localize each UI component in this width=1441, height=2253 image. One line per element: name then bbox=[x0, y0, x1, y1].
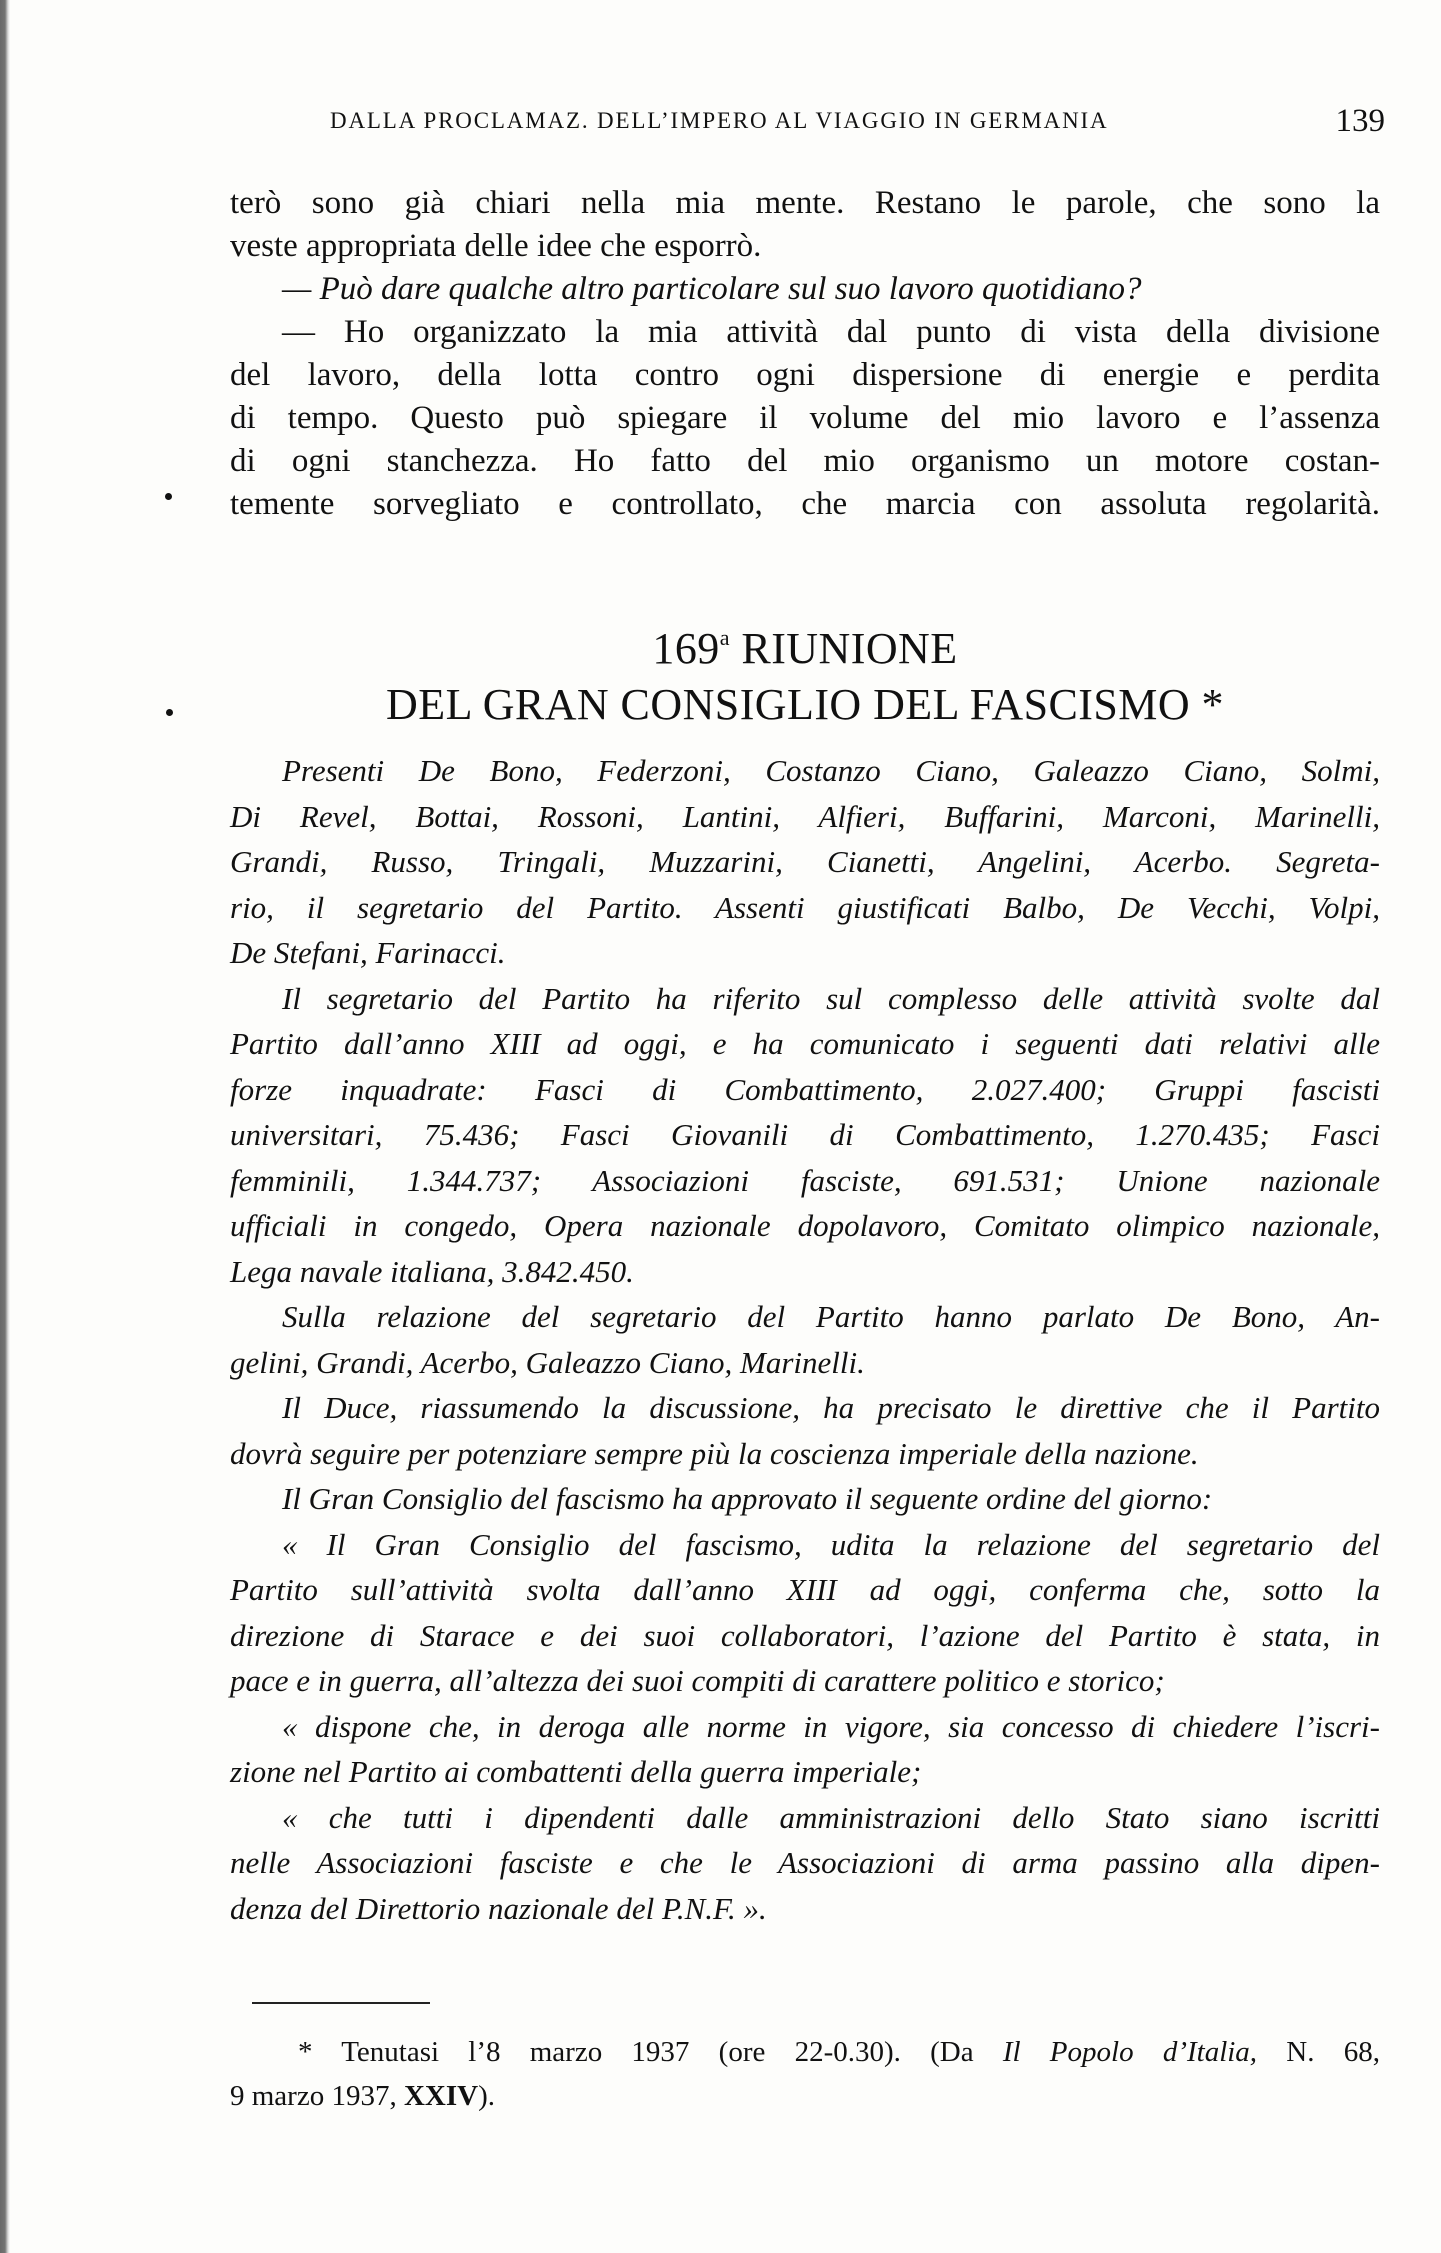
footnote-line-1 bbox=[230, 2030, 1380, 2074]
report-line: Il segretario del Partito ha riferito sul complesso delle attività svolte dal bbox=[282, 980, 1380, 1016]
running-head-title: DALLA PROCLAMAZ. DELL’IMPERO AL VIAGGIO IN GERMANIA bbox=[330, 108, 1109, 133]
interview-question: — Può dare qualche altro particolare sul suo lavoro quotidiano? bbox=[282, 271, 1142, 307]
relazione-line: Sulla relazione del segretario del Partito hanno parlato De Bono, An- bbox=[282, 1299, 1380, 1334]
present-line: De Stefani, Farinacci. bbox=[230, 935, 506, 970]
footnote-text: * Tenutasi l’8 marzo 1937 (ore 22-0.30). (Da bbox=[298, 2036, 1003, 2068]
report-line: Lega navale italiana, 3.842.450. bbox=[230, 1253, 634, 1289]
present-line: Presenti De Bono, Federzoni, Costanzo Ciano, Galeazzo Ciano, Solmi, bbox=[282, 753, 1380, 788]
meeting-body bbox=[230, 748, 1380, 1931]
footnote-date: 9 marzo 1937, bbox=[230, 2080, 404, 2112]
section-title bbox=[230, 610, 1380, 733]
present-line: rio, il segretario del Partito. Assenti giustificati Balbo, De Vecchi, Volpi, bbox=[230, 889, 1380, 925]
intro-text bbox=[230, 182, 1380, 526]
order-line: direzione di Starace e dei suoi collaboratori, l’azione del Partito è stata, in bbox=[230, 1617, 1380, 1653]
present-line: Grandi, Russo, Tringali, Muzzarini, Cianetti, Angelini, Acerbo. Segreta- bbox=[230, 844, 1380, 879]
scan-mark bbox=[166, 709, 173, 716]
footnote-fascist-year: XXIV bbox=[403, 2080, 479, 2112]
meeting-number-superscript: a bbox=[719, 625, 730, 650]
order-line: « Il Gran Consiglio del fascismo, udita la relazione del segretario del bbox=[282, 1526, 1380, 1562]
scan-binding-edge bbox=[0, 0, 10, 2253]
title-line-2: DEL GRAN CONSIGLIO DEL FASCISMO * bbox=[386, 680, 1224, 729]
order-line: Partito sull’attività svolta dall’anno XIII ad oggi, conferma che, sotto la bbox=[230, 1572, 1380, 1607]
dipendenti-line: nelle Associazioni fasciste e che le Associazioni di arma passino alla dipen- bbox=[230, 1845, 1380, 1880]
report-line: universitari, 75.436; Fasci Giovanili di Combattimento, 1.270.435; Fasci bbox=[230, 1117, 1380, 1152]
report-line: forze inquadrate: Fasci di Combattimento, 2.027.400; Gruppi fascisti bbox=[230, 1071, 1380, 1107]
scan-mark bbox=[165, 493, 172, 500]
intro-line: terò sono già chiari nella mia mente. Restano le parole, che sono la bbox=[230, 185, 1380, 221]
answer-line: di tempo. Questo può spiegare il volume del mio lavoro e l’assenza bbox=[230, 400, 1380, 436]
approval-line: Il Gran Consiglio del fascismo ha approvato il seguente ordine del giorno: bbox=[282, 1481, 1213, 1516]
dipendenti-line: denza del Direttorio nazionale del P.N.F. ». bbox=[230, 1890, 767, 1926]
answer-line: temente sorvegliato e controllato, che marcia con assoluta regolarità. bbox=[230, 486, 1380, 522]
relazione-line: gelini, Grandi, Acerbo, Galeazzo Ciano, Marinelli. bbox=[230, 1344, 865, 1380]
present-line: Di Revel, Bottai, Rossoni, Lantini, Alfieri, Buffarini, Marconi, Marinelli, bbox=[230, 798, 1380, 834]
running-header bbox=[330, 103, 1385, 148]
footnote-line-2 bbox=[230, 2074, 1380, 2118]
title-line-1 bbox=[230, 610, 1380, 677]
page-number: 139 bbox=[1335, 103, 1385, 139]
answer-line: — Ho organizzato la mia attività dal punto di vista della divisione bbox=[282, 314, 1380, 350]
footnote-divider bbox=[252, 2002, 430, 2004]
dispone-line: zione nel Partito ai combattenti della guerra imperiale; bbox=[230, 1754, 922, 1789]
footnote-source-title: Il Popolo d’Italia, bbox=[1002, 2036, 1258, 2068]
duce-line: Il Duce, riassumendo la discussione, ha precisato le direttive che il Partito bbox=[282, 1390, 1380, 1425]
answer-line: del lavoro, della lotta contro ogni dispersione di energie e perdita bbox=[230, 357, 1380, 393]
report-line: Partito dall’anno XIII ad oggi, e ha comunicato i seguenti dati relativi alle bbox=[230, 1026, 1380, 1061]
dispone-line: « dispone che, in deroga alle norme in vigore, sia concesso di chiedere l’iscri- bbox=[282, 1708, 1380, 1744]
footnote bbox=[230, 2030, 1380, 2118]
footnote-issue: N. 68, bbox=[1257, 2036, 1380, 2068]
title-riunione: RIUNIONE bbox=[741, 624, 958, 673]
footnote-close: ). bbox=[478, 2080, 496, 2112]
intro-line: veste appropriata delle idee che esporrò. bbox=[230, 228, 762, 264]
report-line: femminili, 1.344.737; Associazioni fasciste, 691.531; Unione nazionale bbox=[230, 1162, 1380, 1198]
meeting-number: 169 bbox=[652, 624, 720, 673]
duce-line: dovrà seguire per potenziare sempre più la coscienza imperiale della nazione. bbox=[230, 1435, 1199, 1471]
dipendenti-line: « che tutti i dipendenti dalle amministrazioni dello Stato siano iscritti bbox=[282, 1799, 1380, 1835]
report-line: ufficiali in congedo, Opera nazionale dopolavoro, Comitato olimpico nazionale, bbox=[230, 1208, 1380, 1243]
answer-line: di ogni stanchezza. Ho fatto del mio organismo un motore costan- bbox=[230, 443, 1380, 479]
order-line: pace e in guerra, all’altezza dei suoi compiti di carattere politico e storico; bbox=[230, 1663, 1165, 1698]
